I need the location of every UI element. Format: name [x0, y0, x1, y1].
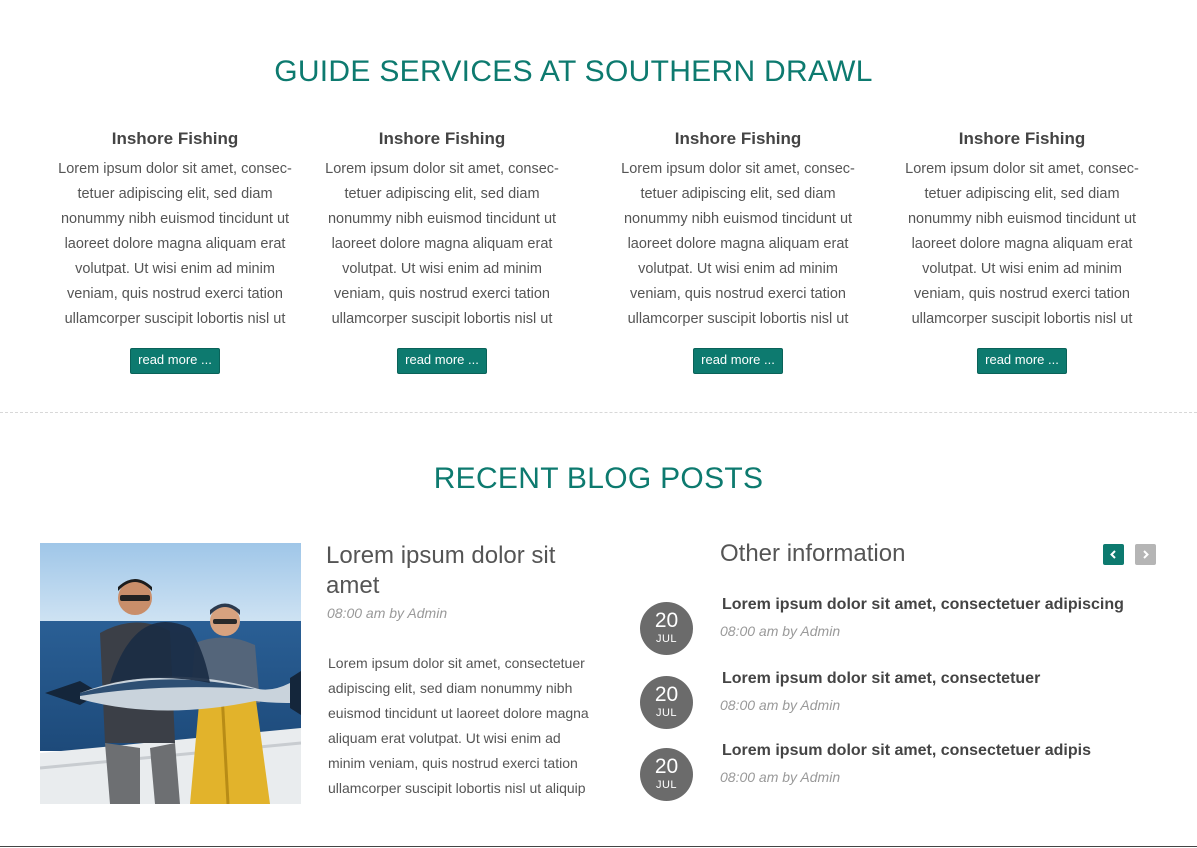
list-item: [640, 670, 1160, 730]
service-text: Lorem ipsum dolor sit amet, consec-tetuer adipiscing elit, sed diam nonummy nibh euismod tincidunt ut laoreet dolore magna aliquam erat volutpat. Ut wisi enim ad minim veniam, quis nostrud exerci tation ullamcorper suscipit lobortis nisl ut: [325, 161, 559, 327]
read-more-button[interactable]: read more ...: [977, 348, 1067, 374]
read-more-button[interactable]: read more ...: [693, 348, 783, 374]
footer-border: [0, 846, 1197, 847]
service-heading: Inshore Fishing: [378, 129, 506, 148]
prev-button[interactable]: [1103, 544, 1124, 565]
other-information-title: Other information: [720, 540, 906, 567]
date-day: 20: [654, 609, 679, 632]
blog-post-title[interactable]: Lorem ipsum dolor sit amet: [326, 542, 556, 599]
blog-post-meta: 08:00 am by Admin: [327, 605, 448, 621]
date-month: JUL: [655, 707, 678, 719]
info-item-title[interactable]: Lorem ipsum dolor sit amet, consectetuer: [722, 670, 1041, 687]
next-button[interactable]: [1135, 544, 1156, 565]
service-heading: Inshore Fishing: [111, 129, 239, 148]
recent-blog-posts-title: RECENT BLOG POSTS: [433, 462, 764, 495]
blog-post-excerpt: Lorem ipsum dolor sit amet, consectetuer adipiscing elit, sed diam nonummy nibh euismod tincidunt ut laoreet dolore magna aliquam erat volutpat. Ut wisi enim ad minim veniam, quis nostrud exerci tation ullamcorper suscipit lobortis nisl ut aliquip: [328, 655, 589, 796]
chevron-right-icon: [1135, 544, 1156, 565]
date-badge: [640, 602, 693, 655]
date-day: 20: [654, 683, 679, 706]
service-text: Lorem ipsum dolor sit amet, consec-tetuer adipiscing elit, sed diam nonummy nibh euismod tincidunt ut laoreet dolore magna aliquam erat volutpat. Ut wisi enim ad minim veniam, quis nostrud exerci tation ullamcorper suscipit lobortis nisl ut: [58, 161, 292, 327]
service-text: Lorem ipsum dolor sit amet, consec-tetuer adipiscing elit, sed diam nonummy nibh euismod tincidunt ut laoreet dolore magna aliquam erat volutpat. Ut wisi enim ad minim veniam, quis nostrud exerci tation ullamcorper suscipit lobortis nisl ut: [905, 161, 1139, 327]
service-column: [902, 128, 1142, 374]
date-month: JUL: [655, 633, 678, 645]
section-divider: [0, 412, 1197, 413]
chevron-left-icon: [1103, 544, 1124, 565]
list-item: [640, 596, 1160, 656]
service-column: [322, 128, 562, 374]
fishing-photo-image: [40, 543, 301, 804]
service-column: [618, 128, 858, 374]
date-day: 20: [654, 755, 679, 778]
date-badge: [640, 748, 693, 801]
info-item-meta: 08:00 am by Admin: [720, 769, 841, 785]
info-item-meta: 08:00 am by Admin: [720, 623, 841, 639]
blog-post-photo[interactable]: [40, 543, 301, 804]
service-heading: Inshore Fishing: [674, 129, 802, 148]
info-item-meta: 08:00 am by Admin: [720, 697, 841, 713]
list-item: [640, 742, 1160, 802]
read-more-button[interactable]: read more ...: [397, 348, 487, 374]
info-item-title[interactable]: Lorem ipsum dolor sit amet, consectetuer adipiscing: [722, 596, 1124, 613]
date-badge: [640, 676, 693, 729]
info-item-title[interactable]: Lorem ipsum dolor sit amet, consectetuer adipis: [722, 742, 1091, 759]
date-month: JUL: [655, 779, 678, 791]
guide-services-title: GUIDE SERVICES AT SOUTHERN DRAWL: [274, 55, 873, 88]
service-heading: Inshore Fishing: [958, 129, 1086, 148]
read-more-button[interactable]: read more ...: [130, 348, 220, 374]
service-text: Lorem ipsum dolor sit amet, consec-tetuer adipiscing elit, sed diam nonummy nibh euismod tincidunt ut laoreet dolore magna aliquam erat volutpat. Ut wisi enim ad minim veniam, quis nostrud exerci tation ullamcorper suscipit lobortis nisl ut: [621, 161, 855, 327]
service-column: [55, 128, 295, 374]
